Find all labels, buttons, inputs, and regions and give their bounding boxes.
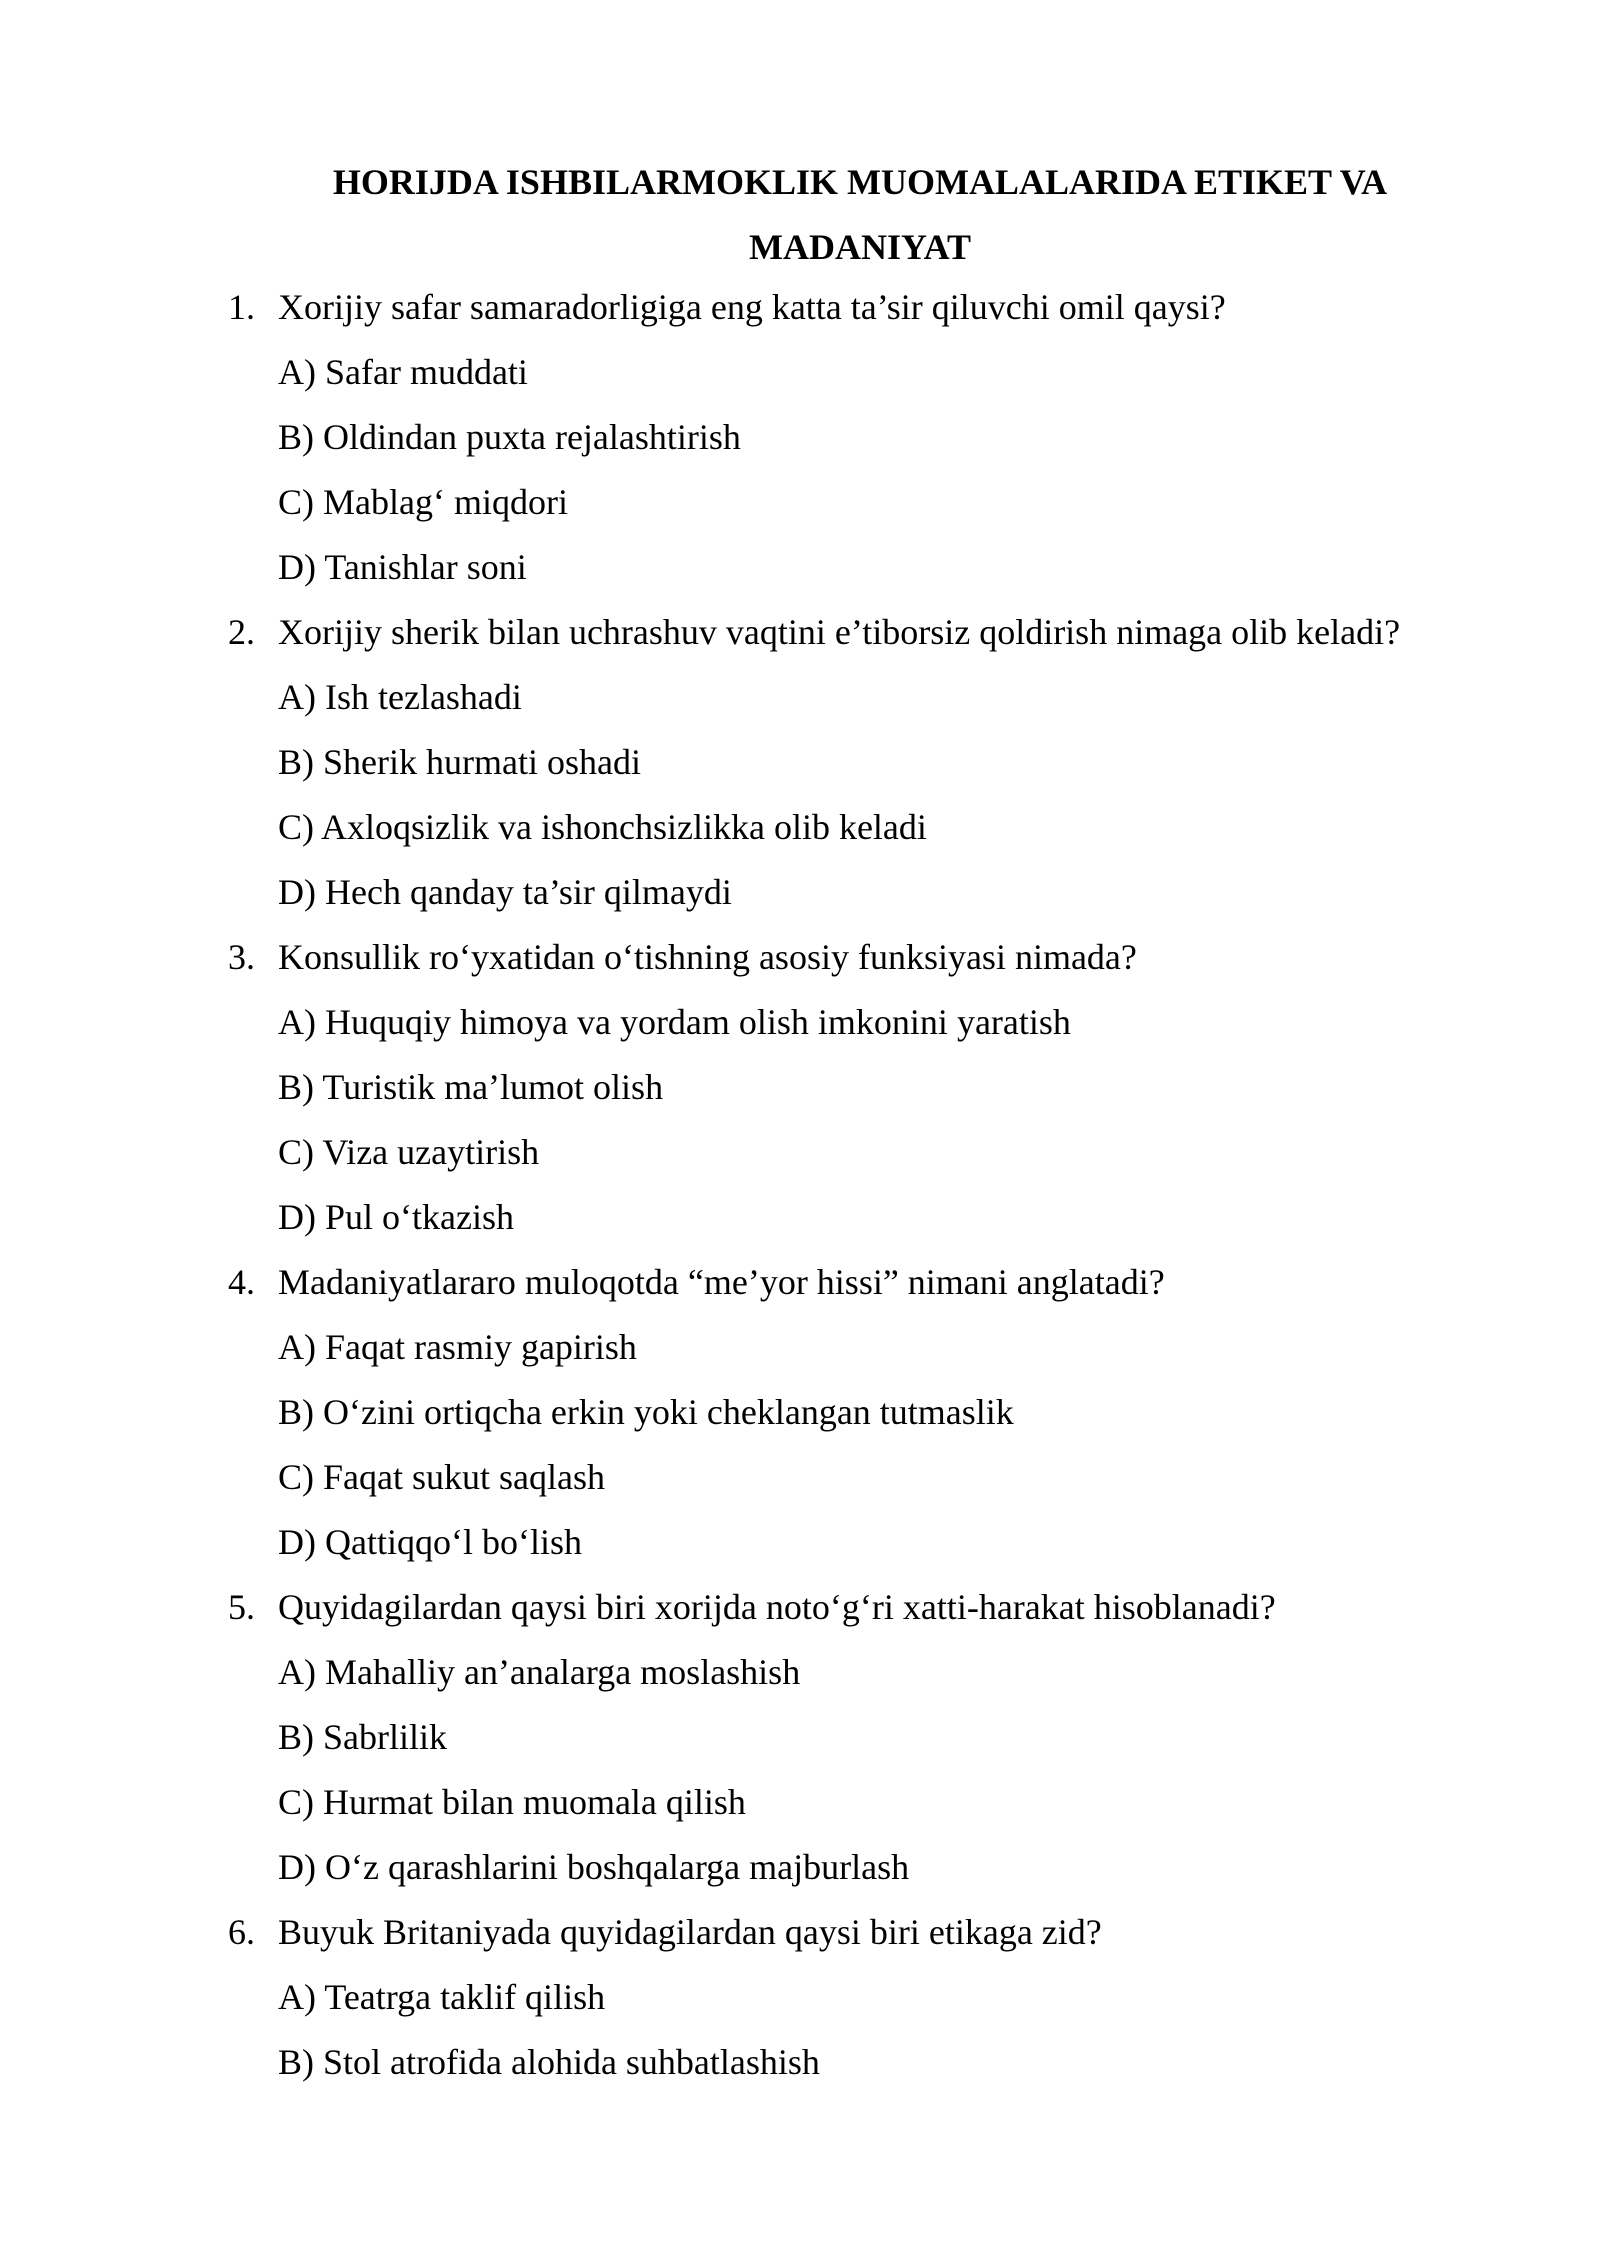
question-item bbox=[0, 275, 1600, 600]
answer-option: B) Turistik ma’lumot olish bbox=[278, 1067, 664, 1107]
title-line-1: HORIJDA ISHBILARMOKLIK MUOMALALARIDA ETIKET VA bbox=[332, 162, 1388, 202]
answer-option: C) Viza uzaytirish bbox=[278, 1132, 540, 1172]
answer-option: A) Huquqiy himoya va yordam olish imkonini yaratish bbox=[278, 1002, 1071, 1042]
answer-option: D) O‘z qarashlarini boshqalarga majburlash bbox=[278, 1847, 910, 1887]
answer-option: A) Mahalliy an’analarga moslashish bbox=[278, 1652, 801, 1692]
answer-option-row bbox=[0, 1315, 1600, 1380]
answer-option-row bbox=[0, 1055, 1600, 1120]
answer-option: B) Sherik hurmati oshadi bbox=[278, 742, 641, 782]
answer-option-row bbox=[0, 1510, 1600, 1575]
answer-option-row bbox=[0, 1835, 1600, 1900]
answer-option-row bbox=[0, 1120, 1600, 1185]
answer-option-row bbox=[0, 860, 1600, 925]
answer-option-row bbox=[0, 2030, 1600, 2095]
answer-option-row bbox=[0, 730, 1600, 795]
answer-option: B) Stol atrofida alohida suhbatlashish bbox=[278, 2042, 820, 2082]
question-row bbox=[0, 925, 1600, 990]
answer-option: A) Teatrga taklif qilish bbox=[278, 1977, 606, 2017]
question-text: Xorijiy safar samaradorligiga eng katta ta’sir qiluvchi omil qaysi? bbox=[278, 287, 1226, 327]
answer-option-row bbox=[0, 1445, 1600, 1510]
answer-option-row bbox=[0, 470, 1600, 535]
answer-option: C) Mablag‘ miqdori bbox=[278, 482, 568, 522]
question-item bbox=[0, 600, 1600, 925]
question-row bbox=[0, 275, 1600, 340]
answer-option-row bbox=[0, 535, 1600, 600]
question-text: Xorijiy sherik bilan uchrashuv vaqtini e’tiborsiz qoldirish nimaga olib keladi? bbox=[278, 612, 1401, 652]
answer-option-row bbox=[0, 665, 1600, 730]
answer-option: C) Hurmat bilan muomala qilish bbox=[278, 1782, 746, 1822]
answer-option-row bbox=[0, 1770, 1600, 1835]
question-number: 1. bbox=[228, 287, 255, 327]
question-number: 5. bbox=[228, 1587, 255, 1627]
answer-option-row bbox=[0, 990, 1600, 1055]
answer-option: B) O‘zini ortiqcha erkin yoki cheklangan tutmaslik bbox=[278, 1392, 1014, 1432]
answer-option: C) Axloqsizlik va ishonchsizlikka olib keladi bbox=[278, 807, 927, 847]
answer-option: D) Qattiqqo‘l bo‘lish bbox=[278, 1522, 582, 1562]
question-text: Madaniyatlararo muloqotda “me’yor hissi” nimani anglatadi? bbox=[278, 1262, 1165, 1302]
title-line-2: MADANIYAT bbox=[748, 227, 971, 267]
answer-option-row bbox=[0, 1185, 1600, 1250]
answer-option-row bbox=[0, 1380, 1600, 1445]
question-list bbox=[0, 275, 1600, 2095]
question-item bbox=[0, 1900, 1600, 2095]
question-row bbox=[0, 600, 1600, 665]
question-number: 3. bbox=[228, 937, 255, 977]
answer-option-row bbox=[0, 405, 1600, 470]
answer-option: D) Tanishlar soni bbox=[278, 547, 527, 587]
question-row bbox=[0, 1575, 1600, 1640]
answer-option: A) Safar muddati bbox=[278, 352, 528, 392]
question-item bbox=[0, 1250, 1600, 1575]
question-text: Quyidagilardan qaysi biri xorijda noto‘g‘ri xatti-harakat hisoblanadi? bbox=[278, 1587, 1276, 1627]
answer-option-row bbox=[0, 795, 1600, 860]
question-row bbox=[0, 1250, 1600, 1315]
answer-option: A) Ish tezlashadi bbox=[278, 677, 522, 717]
answer-option: D) Pul o‘tkazish bbox=[278, 1197, 514, 1237]
answer-option: A) Faqat rasmiy gapirish bbox=[278, 1327, 637, 1367]
question-text: Konsullik ro‘yxatidan o‘tishning asosiy funksiyasi nimada? bbox=[278, 937, 1137, 977]
question-item bbox=[0, 1575, 1600, 1900]
question-number: 2. bbox=[228, 612, 255, 652]
answer-option-row bbox=[0, 1705, 1600, 1770]
answer-option: B) Oldindan puxta rejalashtirish bbox=[278, 417, 741, 457]
question-item bbox=[0, 925, 1600, 1250]
answer-option: D) Hech qanday ta’sir qilmaydi bbox=[278, 872, 732, 912]
question-number: 6. bbox=[228, 1912, 255, 1952]
question-text: Buyuk Britaniyada quyidagilardan qaysi biri etikaga zid? bbox=[278, 1912, 1102, 1952]
document-title bbox=[230, 150, 1490, 280]
answer-option: C) Faqat sukut saqlash bbox=[278, 1457, 605, 1497]
question-number: 4. bbox=[228, 1262, 255, 1302]
question-row bbox=[0, 1900, 1600, 1965]
answer-option: B) Sabrlilik bbox=[278, 1717, 447, 1757]
answer-option-row bbox=[0, 1640, 1600, 1705]
answer-option-row bbox=[0, 1965, 1600, 2030]
answer-option-row bbox=[0, 340, 1600, 405]
